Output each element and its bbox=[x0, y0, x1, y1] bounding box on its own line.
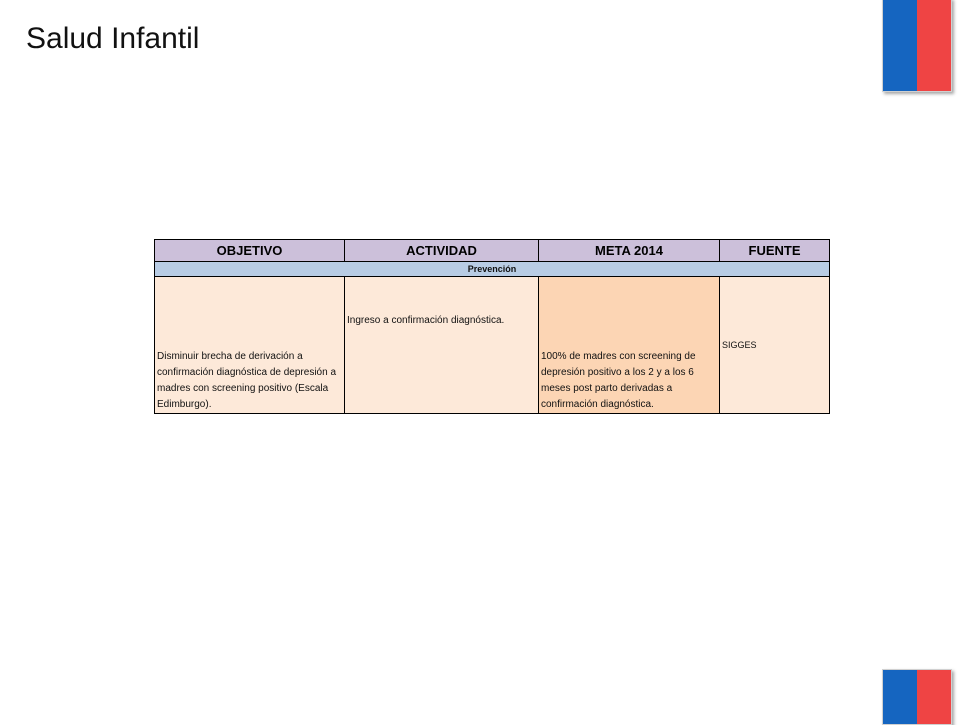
section-row bbox=[155, 262, 830, 277]
flag-red-stripe bbox=[917, 670, 951, 724]
header-meta: META 2014 bbox=[539, 240, 720, 262]
flag-blue-stripe bbox=[883, 0, 917, 91]
cell-actividad: Ingreso a confirmación diagnóstica. bbox=[345, 277, 539, 414]
header-objetivo: OBJETIVO bbox=[155, 240, 345, 262]
cell-fuente: SIGGES bbox=[720, 277, 830, 414]
header-actividad: ACTIVIDAD bbox=[345, 240, 539, 262]
table-row bbox=[155, 277, 830, 414]
header-fuente: FUENTE bbox=[720, 240, 830, 262]
cell-meta: 100% de madres con screening de depresión positivo a los 2 y a los 6 meses post parto derivadas a confirmación diagnóstica. bbox=[539, 277, 720, 414]
slide-title: Salud Infantil bbox=[26, 22, 200, 55]
flag-logo-top bbox=[882, 0, 952, 92]
flag-blue-stripe bbox=[883, 670, 917, 724]
goals-table bbox=[154, 239, 830, 414]
section-label: Prevención bbox=[155, 262, 830, 277]
flag-logo-bottom bbox=[882, 669, 952, 725]
flag-red-stripe bbox=[917, 0, 951, 91]
header-row bbox=[155, 240, 830, 262]
cell-objetivo: Disminuir brecha de derivación a confirmación diagnóstica de depresión a madres con screening positivo (Escala Edimburgo). bbox=[155, 277, 345, 414]
